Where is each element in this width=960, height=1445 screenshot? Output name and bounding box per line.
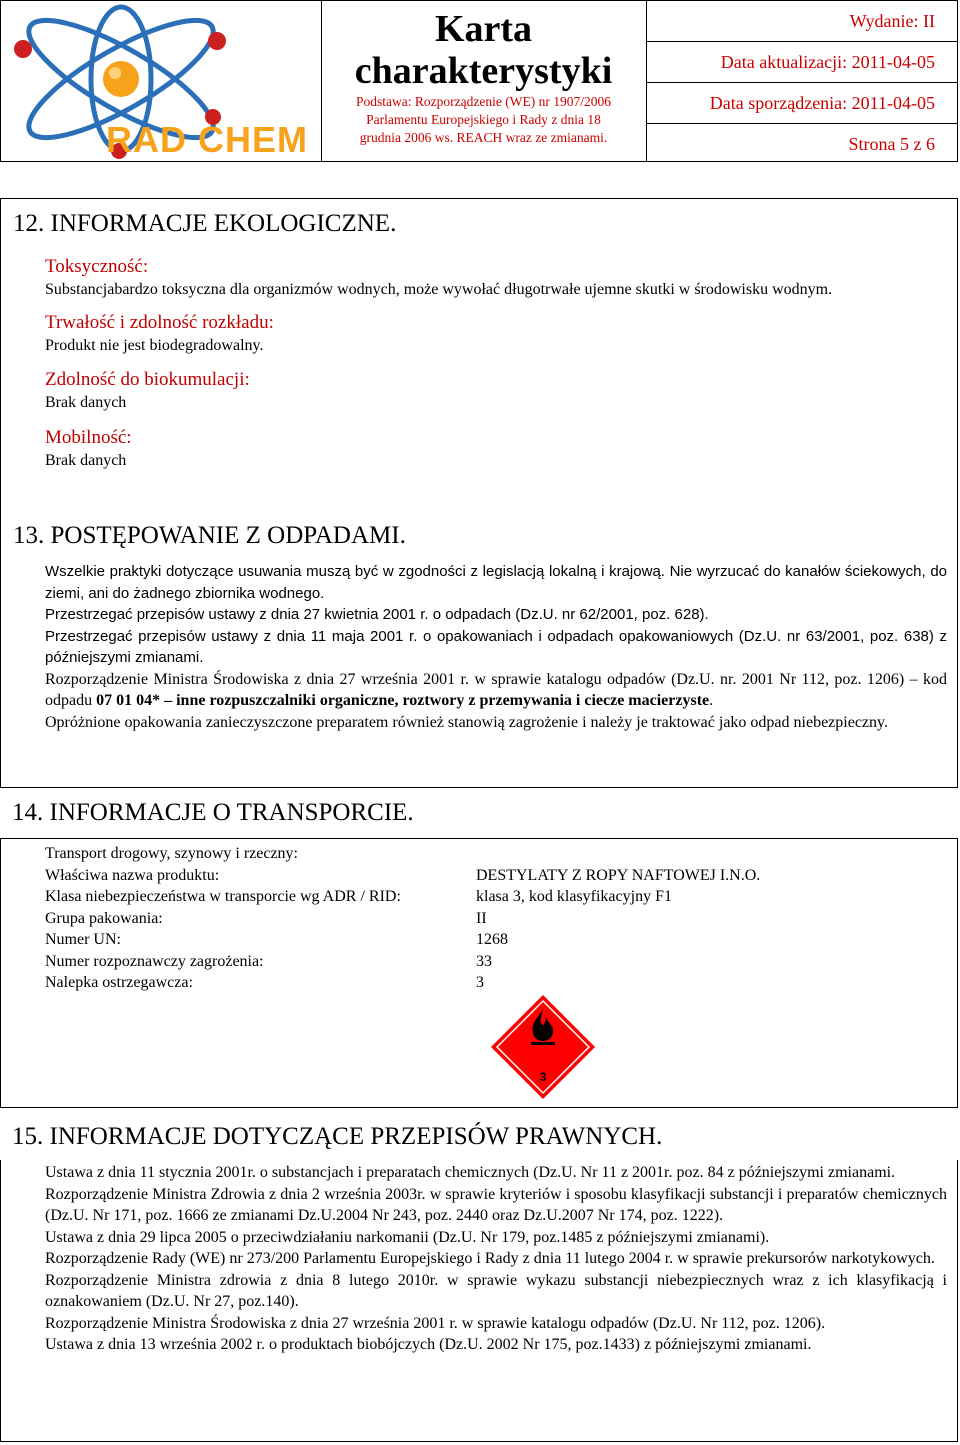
- regulation-item: Rozporządzenie Ministra Zdrowia z dnia 2 września 2003r. w sprawie kryteriów i sposobu klasyfikacji substancji i preparatów chemicznych (Dz.U. Nr 171, poz. 1666 ze zmianami Dz.U.2004 Nr 243, poz. 2440 oraz Dz.U.2007 Nr 174, poz. 1222).: [45, 1185, 947, 1224]
- transport-value: 3: [476, 974, 484, 991]
- waste-paragraph-5: Opróżnione opakowania zanieczyszczone preparatem również stanowią zagrożenie i należy je traktować jako odpad niebezpieczny.: [45, 713, 888, 731]
- page-number: Strona 5 z 6: [848, 134, 935, 154]
- transport-key: Nalepka ostrzegawcza:: [45, 974, 193, 991]
- regulation-item: Rozporządzenie Ministra Środowiska z dnia 27 września 2001 r. w sprawie katalogu odpadów (Dz.U. Nr 112, poz. 1206).: [45, 1314, 826, 1332]
- title-line-2: charakterystyki: [354, 50, 613, 92]
- logo-text: RAD CHEM: [106, 119, 308, 160]
- transport-row: [45, 951, 947, 973]
- transport-row: [45, 908, 947, 930]
- regulation-item: Ustawa z dnia 29 lipca 2005 o przeciwdziałaniu narkomanii (Dz.U. Nr 179, poz.1485 z późniejszymi zmianami).: [45, 1228, 770, 1246]
- section-12-13-box: [0, 198, 958, 788]
- regulation-item: Rozporządzenie Rady (WE) nr 273/200 Parlamentu Europejskiego i Rady z dnia 11 lutego 2004 r. w sprawie prekursorów narkotykowych.: [45, 1250, 935, 1267]
- hazard-class-number: 3: [539, 1070, 547, 1084]
- transport-table: [45, 865, 947, 994]
- transport-value: II: [476, 909, 487, 927]
- transport-key: Grupa pakowania:: [45, 909, 163, 927]
- regulation-item: Rozporządzenie Ministra zdrowia z dnia 8 lutego 2010r. w sprawie wykazu substancji niebezpiecznych wraz z ich klasyfikacją i oznakowaniem (Dz.U. Nr 27, poz.140).: [45, 1271, 947, 1310]
- transport-value: DESTYLATY Z ROPY NAFTOWEJ I.N.O.: [476, 866, 761, 884]
- persistence-text: Produkt nie jest biodegradowalny.: [45, 336, 264, 354]
- toxicity-text: Substancjabardzo toksyczna dla organizmów wodnych, może wywołać długotrwałe ujemne skutki w środowisku wodnym.: [45, 281, 833, 298]
- transport-row: [45, 886, 947, 908]
- toxicity-heading: Toksyczność:: [45, 256, 149, 277]
- waste-code: 07 01 04* – inne rozpuszczalniki organiczne, roztwory z przemywania i ciecze macierzyste: [96, 692, 710, 709]
- waste-code-end: .: [709, 692, 714, 709]
- section-14-box: [0, 838, 958, 1108]
- company-logo: [1, 1, 322, 161]
- mobility-heading: Mobilność:: [45, 426, 132, 448]
- basis-line-3: grudnia 2006 ws. REACH wraz ze zmianami.: [359, 130, 608, 145]
- waste-paragraph-2: Przestrzegać przepisów ustawy z dnia 27 kwietnia 2001 r. o odpadach (Dz.U. nr 62/2001, poz. 628).: [45, 606, 709, 623]
- transport-intro: Transport drogowy, szynowy i rzeczny:: [45, 845, 298, 862]
- section-13-content: [45, 561, 947, 733]
- transport-key: Właściwa nazwa produktu:: [45, 866, 220, 884]
- edition: Wydanie: II: [646, 1, 957, 42]
- flammable-hazard-label-icon: [491, 995, 595, 1099]
- transport-row: [45, 929, 947, 951]
- update-date: Data aktualizacji: 2011-04-05: [646, 42, 957, 83]
- section-15-title: 15. INFORMACJE DOTYCZĄCE PRZEPISÓW PRAWNYCH.: [12, 1123, 663, 1150]
- transport-value: 1268: [476, 931, 508, 948]
- document-title-block: [321, 1, 647, 161]
- transport-value: klasa 3, kod klasyfikacyjny F1: [476, 888, 672, 905]
- persistence-heading: Trwałość i zdolność rozkładu:: [45, 311, 274, 333]
- section-14-content: [45, 843, 947, 994]
- transport-key: Klasa niebezpieczeństwa w transporcie wg ADR / RID:: [45, 888, 401, 905]
- transport-key: Numer UN:: [45, 931, 121, 948]
- regulation-item: Ustawa z dnia 11 stycznia 2001r. o substancjach i preparatach chemicznych (Dz.U. Nr 11 z 2001r. poz. 84 z późniejszymi zmianami.: [45, 1164, 896, 1181]
- creation-date: Data sporządzenia: 2011-04-05: [646, 83, 957, 124]
- transport-row: [45, 972, 947, 994]
- document-meta: [646, 1, 957, 161]
- section-13-title: 13. POSTĘPOWANIE Z ODPADAMI.: [13, 522, 406, 549]
- section-12-content: [45, 255, 947, 471]
- transport-value: 33: [476, 952, 492, 970]
- waste-paragraph-1: Wszelkie praktyki dotyczące usuwania muszą być w zgodności z legislacją lokalną i krajową. Nie wyrzucać do kanałów ściekowych, do ziemi, ani do żadnego zbiornika wodnego.: [45, 563, 947, 602]
- section-14-title: 14. INFORMACJE O TRANSPORCIE.: [12, 799, 414, 826]
- transport-key: Numer rozpoznawczy zagrożenia:: [45, 952, 264, 970]
- section-15-box: [0, 1160, 958, 1442]
- waste-paragraph-3: Przestrzegać przepisów ustawy z dnia 11 maja 2001 r. o opakowaniach i odpadach opakowaniowych (Dz.U. nr 63/2001, poz. 638) z późniejszymi zmianami.: [45, 627, 947, 666]
- mobility-text: Brak danych: [45, 451, 127, 469]
- waste-code-intro: Rozporządzenie Ministra Środowiska z dnia 27 września 2001 r. w sprawie katalogu odpadów (Dz.U. nr. 2001 Nr 112, poz. 1206) – kod odpadu: [45, 670, 947, 709]
- basis-line-2: Parlamentu Europejskiego i Rady z dnia 18: [366, 112, 601, 127]
- bioaccumulation-heading: Zdolność do biokumulacji:: [45, 369, 250, 390]
- waste-paragraph-4: [45, 669, 947, 712]
- basis-line-1: Podstawa: Rozporządzenie (WE) nr 1907/2006: [356, 94, 611, 109]
- section-12-title: 12. INFORMACJE EKOLOGICZNE.: [13, 210, 397, 237]
- transport-row: [45, 865, 947, 887]
- bioaccumulation-text: Brak danych: [45, 394, 127, 411]
- title-line-1: Karta: [434, 8, 533, 50]
- legal-regulations-list: [45, 1162, 947, 1356]
- regulation-item: Ustawa z dnia 13 września 2002 r. o produktach biobójczych (Dz.U. 2002 Nr 175, poz.1433) z późniejszymi zmianami.: [45, 1336, 812, 1353]
- document-header: [0, 0, 958, 162]
